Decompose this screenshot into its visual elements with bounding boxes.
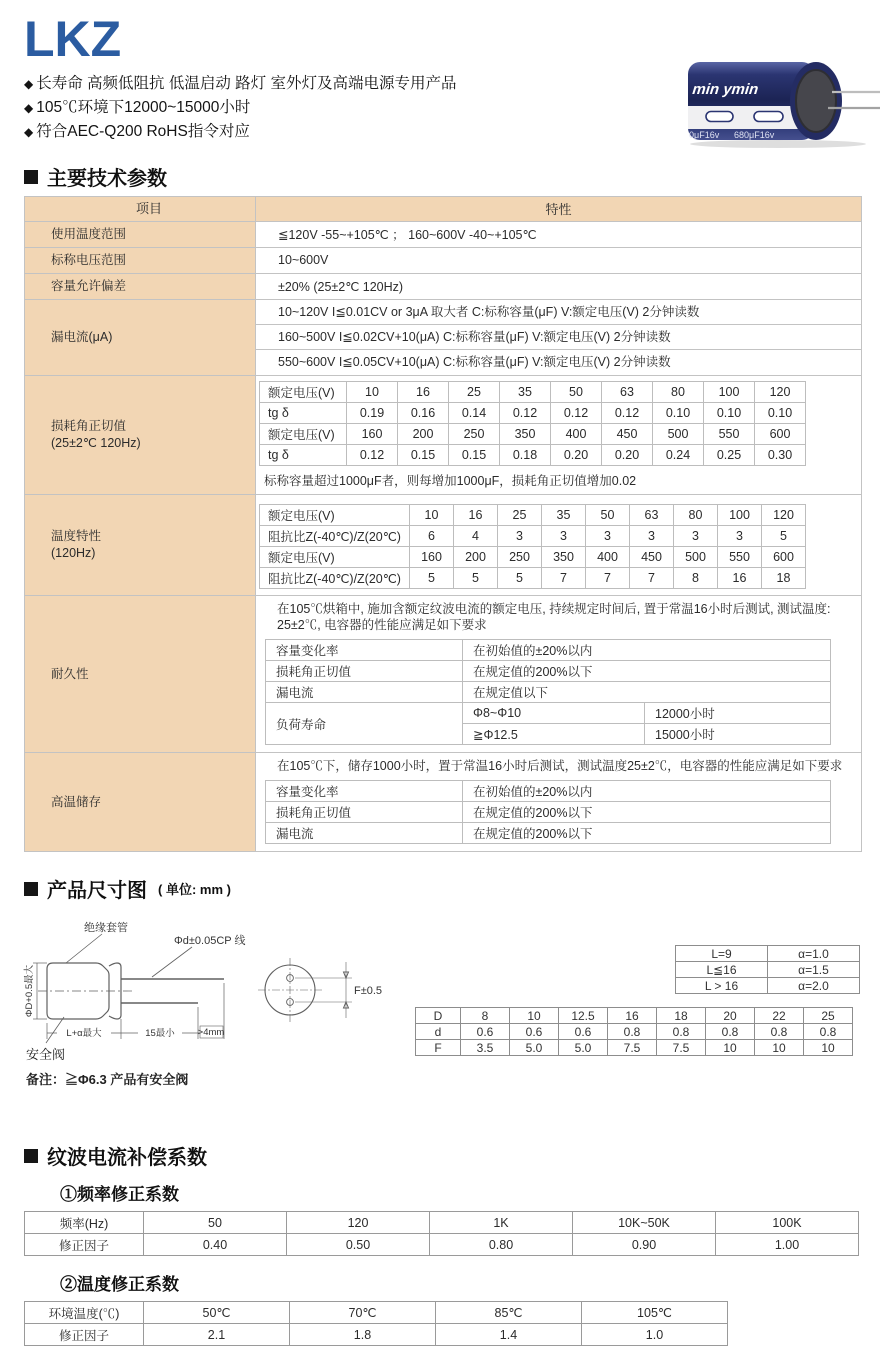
table-cell: 100 — [704, 381, 755, 402]
temp-correction-table — [24, 1301, 728, 1346]
row-label: 高温储存 — [25, 753, 256, 852]
table-cell: 0.90 — [573, 1234, 716, 1256]
table-cell: 16 — [608, 1008, 657, 1024]
criteria-label: 漏电流 — [266, 682, 463, 703]
lead-leader-line — [152, 947, 192, 977]
table-cell: 450 — [630, 546, 674, 567]
table-cell: 350 — [542, 546, 586, 567]
alpha-table-wrap — [675, 945, 860, 994]
table-row — [416, 1024, 853, 1040]
row-label-line2: (25±2℃ 120Hz) — [51, 435, 141, 450]
table-cell: 63 — [602, 381, 653, 402]
table-cell: 120 — [287, 1212, 430, 1234]
table-cell: 120 — [755, 381, 806, 402]
table-cell: 3 — [542, 525, 586, 546]
load-life-value: 12000小时 — [645, 703, 831, 724]
diameter-dim-label: ΦD+0.5最大 — [24, 965, 35, 1018]
alpha-table — [675, 945, 860, 994]
criteria-label: 容量变化率 — [266, 781, 463, 802]
spec-row-temp-range — [25, 221, 862, 247]
table-cell: 35 — [542, 504, 586, 525]
safety-vent-label: 安全阀 — [26, 1047, 66, 1063]
spec-row-storage — [25, 753, 862, 852]
table-cell: L=9 — [676, 946, 768, 962]
table-cell: 0.80 — [430, 1234, 573, 1256]
storage-grid — [265, 780, 831, 844]
row-value: 10~600V — [256, 247, 862, 273]
table-cell: 35 — [500, 381, 551, 402]
table-cell: 1.00 — [716, 1234, 859, 1256]
table-cell: 600 — [755, 423, 806, 444]
table-row — [260, 546, 806, 567]
dims-unit: ( 单位: mm ) — [158, 882, 231, 898]
table-row — [260, 423, 806, 444]
capacitor-photo — [682, 56, 880, 150]
table-cell: 10 — [410, 504, 454, 525]
table-cell: 7 — [630, 567, 674, 588]
cap-rating-right: 680μF16v — [734, 130, 775, 140]
table-row — [25, 1212, 859, 1234]
table-cell: 7 — [542, 567, 586, 588]
table-cell: 1.8 — [290, 1324, 436, 1346]
table-row — [266, 823, 831, 844]
ripple-section-title — [24, 1141, 862, 1170]
criteria-value: 在规定值的200%以下 — [463, 802, 831, 823]
table-row — [676, 946, 860, 962]
table-cell: α=1.0 — [768, 946, 860, 962]
table-cell: 0.20 — [602, 444, 653, 465]
table-cell: 10 — [706, 1040, 755, 1056]
table-row — [25, 1234, 859, 1256]
table-cell: 50℃ — [144, 1302, 290, 1324]
table-cell: 0.8 — [755, 1024, 804, 1040]
table-cell: 5 — [498, 567, 542, 588]
criteria-value: 在规定值的200%以下 — [463, 661, 831, 682]
row-label-line1: 损耗角正切值 — [51, 418, 127, 433]
tangent-table — [259, 381, 806, 466]
table-cell: 5 — [410, 567, 454, 588]
table-row — [266, 703, 831, 724]
table-cell: 10 — [804, 1040, 853, 1056]
table-cell: 400 — [586, 546, 630, 567]
table-cell: 3 — [674, 525, 718, 546]
table-row — [676, 962, 860, 978]
table-cell: 0.25 — [704, 444, 755, 465]
table-row — [416, 1040, 853, 1056]
table-cell: 0.20 — [551, 444, 602, 465]
section-marker-icon — [24, 882, 38, 896]
table-cell: 0.8 — [608, 1024, 657, 1040]
table-cell: 3 — [630, 525, 674, 546]
table-cell: 额定电压(V) — [260, 504, 410, 525]
table-cell: 额定电压(V) — [260, 546, 410, 567]
table-row — [266, 781, 831, 802]
table-cell: 0.15 — [449, 444, 500, 465]
table-cell: 额定电压(V) — [260, 381, 347, 402]
polarity-slot-icon — [706, 112, 733, 122]
table-cell: L > 16 — [676, 978, 768, 994]
table-cell: 200 — [454, 546, 498, 567]
leakage-line: 550~600V I≦0.05CV+10(μA) C:标称容量(μF) V:额定电压(V) 2分钟读数 — [278, 354, 671, 369]
spec-row-tangent — [25, 375, 862, 494]
load-life-value: 15000小时 — [645, 724, 831, 745]
table-cell: 16 — [718, 567, 762, 588]
sleeve-leader-line — [66, 934, 102, 963]
freq-subtitle: ①频率修正系数 — [60, 1185, 179, 1205]
table-cell: 1.0 — [582, 1324, 728, 1346]
table-cell: 5.0 — [510, 1040, 559, 1056]
table-cell: 7 — [586, 567, 630, 588]
table-cell: L≦16 — [676, 962, 768, 978]
table-cell: F — [416, 1040, 461, 1056]
table-cell: 频率(Hz) — [25, 1212, 144, 1234]
table-cell: 5.0 — [559, 1040, 608, 1056]
dif-table — [415, 1007, 853, 1056]
criteria-label: 容量变化率 — [266, 640, 463, 661]
dims-note: 备注：≧Φ6.3 产品有安全阀 — [26, 1072, 189, 1088]
criteria-value: 在初始值的±20%以内 — [463, 781, 831, 802]
table-cell: 3 — [718, 525, 762, 546]
col-header-item: 项目 — [25, 197, 256, 222]
load-life-cond: ≧Φ12.5 — [463, 724, 645, 745]
table-row — [260, 567, 806, 588]
diamond-bullet-icon: ◆ — [24, 100, 34, 115]
table-cell: 6 — [410, 525, 454, 546]
row-label: 使用温度范围 — [25, 221, 256, 247]
table-cell: 50 — [586, 504, 630, 525]
table-cell: 0.8 — [804, 1024, 853, 1040]
table-cell: 80 — [653, 381, 704, 402]
table-cell: 7.5 — [657, 1040, 706, 1056]
table-cell: 0.40 — [144, 1234, 287, 1256]
table-cell: 550 — [718, 546, 762, 567]
table-cell: 3 — [498, 525, 542, 546]
criteria-label: 损耗角正切值 — [266, 661, 463, 682]
table-cell: 100K — [716, 1212, 859, 1234]
dims-section-title — [24, 874, 862, 903]
endurance-intro: 在105℃烘箱中, 施加含额定纹波电流的额定电压, 持续规定时间后, 置于常温16小时后测试, 测试温度: 25±2℃, 电容器的性能应满足如下要求 — [277, 601, 831, 633]
row-label — [25, 494, 256, 595]
table-cell: 阻抗比Z(-40℃)/Z(20℃) — [260, 567, 410, 588]
table-cell: 10 — [347, 381, 398, 402]
table-cell: 16 — [398, 381, 449, 402]
table-cell: 0.10 — [704, 402, 755, 423]
table-cell: 0.14 — [449, 402, 500, 423]
table-row — [260, 504, 806, 525]
table-row — [416, 1008, 853, 1024]
temp-subtitle: ②温度修正系数 — [60, 1275, 179, 1295]
table-cell: 0.12 — [551, 402, 602, 423]
table-cell: 400 — [551, 423, 602, 444]
table-cell: 22 — [755, 1008, 804, 1024]
table-cell: 70℃ — [290, 1302, 436, 1324]
lead-length-label: 15最小 — [145, 1028, 175, 1040]
table-row — [25, 1302, 728, 1324]
specs-section-title — [24, 162, 862, 191]
body-length-label: L+α最大 — [66, 1028, 102, 1040]
feature-text: 长寿命 高频低阻抗 低温启动 路灯 室外灯及高端电源专用产品 — [36, 75, 457, 92]
series-logo: LKZ — [24, 11, 122, 67]
load-life-label: 负荷寿命 — [266, 703, 463, 745]
table-cell: 0.50 — [287, 1234, 430, 1256]
spec-row-voltage-range — [25, 247, 862, 273]
table-row — [260, 402, 806, 423]
section-title-text: 产品尺寸图 — [47, 880, 147, 903]
sleeve-label: 绝缘套管 — [84, 922, 128, 935]
table-cell: 0.8 — [657, 1024, 706, 1040]
section-marker-icon — [24, 1149, 38, 1163]
table-cell: 25 — [498, 504, 542, 525]
table-cell: 500 — [674, 546, 718, 567]
criteria-label: 损耗角正切值 — [266, 802, 463, 823]
col-header-characteristic: 特性 — [256, 197, 862, 222]
table-row — [266, 640, 831, 661]
table-cell: 10 — [755, 1040, 804, 1056]
table-cell: 16 — [454, 504, 498, 525]
table-cell: D — [416, 1008, 461, 1024]
table-cell: 120 — [762, 504, 806, 525]
f-dim-label: F±0.5 — [354, 985, 383, 998]
table-cell: 50 — [144, 1212, 287, 1234]
table-cell: 250 — [498, 546, 542, 567]
table-row — [266, 682, 831, 703]
spec-row-temp-char — [25, 494, 862, 595]
polarity-slot-icon — [754, 112, 783, 122]
table-cell: 450 — [602, 423, 653, 444]
table-cell: 25 — [804, 1008, 853, 1024]
endurance-grid — [265, 639, 831, 745]
table-cell: 0.16 — [398, 402, 449, 423]
load-life-cond: Φ8~Φ10 — [463, 703, 645, 724]
dimension-drawing-area — [24, 919, 862, 1099]
diamond-bullet-icon: ◆ — [24, 124, 34, 139]
table-cell: 修正因子 — [25, 1324, 144, 1346]
table-cell: 8 — [461, 1008, 510, 1024]
spec-table — [24, 196, 862, 852]
table-cell: 5 — [762, 525, 806, 546]
table-cell: 阻抗比Z(-40℃)/Z(20℃) — [260, 525, 410, 546]
table-row — [260, 525, 806, 546]
row-label: 容量允许偏差 — [25, 273, 256, 299]
table-cell: 0.6 — [461, 1024, 510, 1040]
table-cell: 18 — [657, 1008, 706, 1024]
table-cell: 0.24 — [653, 444, 704, 465]
row-label-line1: 温度特性 — [51, 528, 102, 543]
table-cell: 0.15 — [398, 444, 449, 465]
table-cell: d — [416, 1024, 461, 1040]
table-cell: 5 — [454, 567, 498, 588]
table-cell: 1.4 — [436, 1324, 582, 1346]
dif-table-wrap — [415, 1007, 853, 1056]
lead-tip-label: >4mm — [197, 1027, 225, 1039]
spec-header-row — [25, 197, 862, 222]
table-cell: 0.19 — [347, 402, 398, 423]
table-cell: 0.12 — [500, 402, 551, 423]
freq-correction-table — [24, 1211, 859, 1256]
table-cell: 105℃ — [582, 1302, 728, 1324]
table-row — [260, 381, 806, 402]
table-cell: α=1.5 — [768, 962, 860, 978]
row-value: ≦120V -55~+105℃ ； 160~600V -40~+105℃ — [256, 221, 862, 247]
table-row — [676, 978, 860, 994]
table-cell: 0.6 — [510, 1024, 559, 1040]
table-cell: 1K — [430, 1212, 573, 1234]
lead-wire-label: Φd±0.05CP 线 — [174, 935, 246, 948]
section-marker-icon — [24, 170, 38, 184]
table-cell: 8 — [674, 567, 718, 588]
table-cell: 0.18 — [500, 444, 551, 465]
table-cell: 0.10 — [755, 402, 806, 423]
table-cell: 额定电压(V) — [260, 423, 347, 444]
table-cell: 10K~50K — [573, 1212, 716, 1234]
row-label: 标称电压范围 — [25, 247, 256, 273]
criteria-value: 在规定值的200%以下 — [463, 823, 831, 844]
spec-row-endurance — [25, 595, 862, 753]
row-label-line2: (120Hz) — [51, 545, 96, 560]
table-cell: 600 — [762, 546, 806, 567]
table-cell: 100 — [718, 504, 762, 525]
section-title-text: 纹波电流补偿系数 — [47, 1147, 207, 1170]
table-cell: 4 — [454, 525, 498, 546]
table-cell: 修正因子 — [25, 1234, 144, 1256]
table-cell: 10 — [510, 1008, 559, 1024]
section-title-text: 主要技术参数 — [47, 168, 167, 191]
table-cell: α=2.0 — [768, 978, 860, 994]
table-cell: 160 — [410, 546, 454, 567]
table-cell: 12.5 — [559, 1008, 608, 1024]
temp-char-table — [259, 504, 806, 589]
dimension-drawing — [24, 919, 424, 1071]
table-cell: 环境温度(℃) — [25, 1302, 144, 1324]
table-cell: 7.5 — [608, 1040, 657, 1056]
row-label: 耐久性 — [25, 595, 256, 753]
table-cell: 0.8 — [706, 1024, 755, 1040]
table-cell: 500 — [653, 423, 704, 444]
criteria-label: 漏电流 — [266, 823, 463, 844]
brand-text: min ymin — [691, 81, 760, 98]
storage-intro: 在105℃下，储存1000小时，置于常温16小时后测试，测试温度25±2℃，电容器的性能应满足如下要求 — [277, 759, 843, 774]
table-row — [260, 444, 806, 465]
row-label: 漏电流(μA) — [25, 299, 256, 375]
photo-shadow — [690, 140, 866, 148]
diamond-bullet-icon: ◆ — [24, 76, 34, 91]
table-cell: 3.5 — [461, 1040, 510, 1056]
table-cell: 18 — [762, 567, 806, 588]
table-row — [266, 661, 831, 682]
table-cell: 50 — [551, 381, 602, 402]
feature-text: 105℃环境下12000~15000小时 — [36, 99, 251, 117]
table-cell: 3 — [586, 525, 630, 546]
table-cell: 63 — [630, 504, 674, 525]
table-cell: 350 — [500, 423, 551, 444]
table-cell: tg δ — [260, 444, 347, 465]
tangent-note: 标称容量超过1000μF者，则每增加1000μF，损耗角正切值增加0.02 — [264, 473, 637, 488]
table-row — [25, 1324, 728, 1346]
row-value: ±20% (25±2℃ 120Hz) — [256, 273, 862, 299]
criteria-value: 在规定值以下 — [463, 682, 831, 703]
leakage-line: 160~500V I≦0.02CV+10(μA) C:标称容量(μF) V:额定电压(V) 2分钟读数 — [256, 325, 861, 350]
table-cell: 550 — [704, 423, 755, 444]
table-cell: 85℃ — [436, 1302, 582, 1324]
table-cell: 160 — [347, 423, 398, 444]
table-cell: 200 — [398, 423, 449, 444]
table-cell: 0.12 — [602, 402, 653, 423]
table-cell: 2.1 — [144, 1324, 290, 1346]
criteria-value: 在初始值的±20%以内 — [463, 640, 831, 661]
table-cell: 0.30 — [755, 444, 806, 465]
leakage-line: 10~120V I≦0.01CV or 3μA 取大者 C:标称容量(μF) V:额定电压(V) 2分钟读数 — [256, 300, 861, 325]
table-row — [266, 802, 831, 823]
table-cell: 0.6 — [559, 1024, 608, 1040]
feature-text: 符合AEC-Q200 RoHS指令对应 — [36, 123, 250, 141]
table-cell: 25 — [449, 381, 500, 402]
table-cell: 20 — [706, 1008, 755, 1024]
cap-rating-left: 0μF16v — [689, 130, 720, 140]
table-cell: tg δ — [260, 402, 347, 423]
row-label — [25, 375, 256, 494]
table-cell: 0.10 — [653, 402, 704, 423]
table-cell: 80 — [674, 504, 718, 525]
table-cell: 250 — [449, 423, 500, 444]
table-cell: 0.12 — [347, 444, 398, 465]
spec-row-leakage — [25, 299, 862, 375]
spec-row-cap-tolerance — [25, 273, 862, 299]
